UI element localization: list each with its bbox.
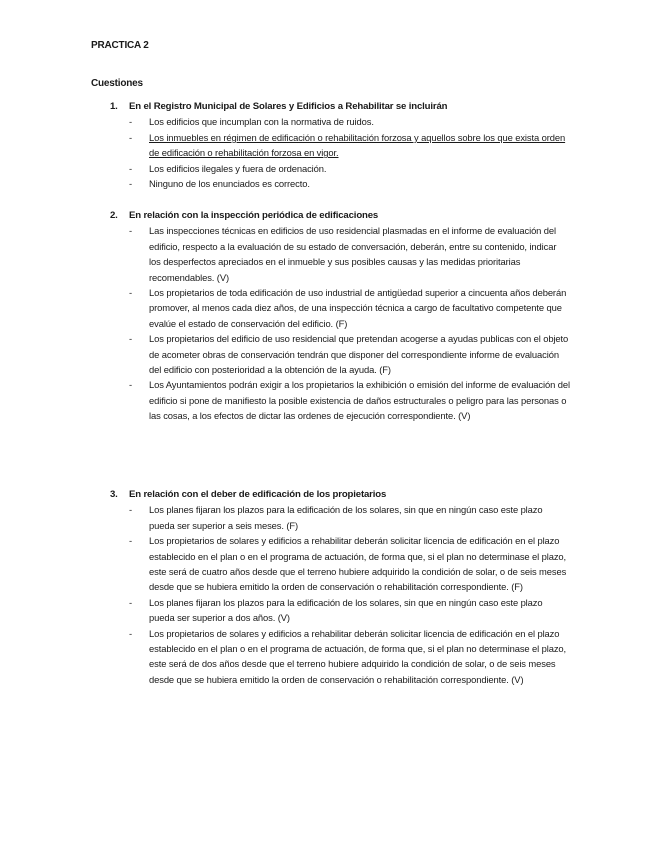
option-list — [110, 223, 570, 423]
option-text: Los propietarios de solares y edificios a rehabilitar deberán solicitar licencia de edificación en el plazo establecido en el plan o en el programa de actuación, de forma que, si el plan no determinase el plazo, este será de cuatro años desde que el terreno hubiere adquirido la condición de solar, o de seis meses desde que se hubiera emitido la orden de conservación o rehabilitación correspondiente. (F) — [149, 535, 567, 593]
dash-bullet: - — [129, 333, 133, 345]
dash-bullet: - — [129, 379, 133, 391]
option-list — [110, 114, 570, 191]
option-text: Las inspecciones técnicas en edificios de uso residencial plasmadas en el informe de evaluación del edificio, respecto a la evaluación de su estado de conversación, deberán, entre su contenido, indicar los desperfectos apreciados en el inmueble y sus posibles causas y las medidas prioritarias recomendables. (V) — [149, 225, 557, 283]
option-text: Los inmuebles en régimen de edificación o rehabilitación forzosa y aquellos sobre los que exista orden de edificación o rehabilitación forzosa en vigor. — [149, 131, 566, 159]
option-list — [110, 502, 570, 687]
dash-bullet: - — [129, 535, 133, 547]
question-text: En el Registro Municipal de Solares y Edificios a Rehabilitar se incluirán — [129, 101, 448, 112]
dash-bullet: - — [129, 627, 133, 639]
option-text: Los propietarios del edificio de uso residencial que pretendan acogerse a ayudas publicas con el objeto de acometer obras de conservación tendrán que disponer del correspondiente informe de evaluación del edificio con posterioridad a la obtención de la ayuda. (F) — [149, 333, 569, 376]
option-text: Ninguno de los enunciados es correcto. — [149, 178, 310, 190]
option-item — [110, 176, 570, 191]
section-heading: Cuestiones — [91, 78, 143, 89]
question-number: 3. — [110, 489, 118, 500]
dash-bullet: - — [129, 225, 133, 237]
dash-bullet: - — [129, 287, 133, 299]
question-text: En relación con el deber de edificación de los propietarios — [129, 489, 387, 500]
option-item — [110, 502, 570, 533]
page-title: PRACTICA 2 — [91, 40, 149, 51]
dash-bullet: - — [129, 131, 133, 143]
option-text: Los planes fijaran los plazos para la edificación de los solares, sin que en ningún caso este plazo pueda ser superior a dos años. (V) — [149, 596, 543, 624]
option-item — [110, 626, 570, 688]
option-item — [110, 114, 570, 129]
question-text: En relación con la inspección periódica de edificaciones — [129, 210, 379, 221]
option-item — [110, 285, 570, 331]
option-item — [110, 377, 570, 423]
question-3 — [110, 487, 570, 687]
option-item — [110, 331, 570, 377]
option-text: Los Ayuntamientos podrán exigir a los propietarios la exhibición o emisión del informe de evaluación del edificio si pone de manifiesto la posible existencia de daños estructurales o peligro para las personas o las cosas, a los efectos de dictar las ordenes de ejecución correspondiente. (V) — [149, 379, 570, 422]
question-heading — [110, 487, 570, 502]
dash-bullet: - — [129, 178, 133, 190]
question-1 — [110, 99, 570, 191]
option-text: Los edificios que incumplan con la normativa de ruidos. — [149, 116, 374, 128]
question-2 — [110, 208, 570, 424]
dash-bullet: - — [129, 596, 133, 608]
question-heading — [110, 99, 570, 114]
option-item-highlighted — [110, 130, 570, 161]
option-text: Los propietarios de solares y edificios a rehabilitar deberán solicitar licencia de edificación en el plazo establecido en el plan o en el programa de actuación, de forma que, si el plan no determinase el plazo, este será de dos años desde que el terreno hubiere adquirido la condición de solar, o de seis meses desde que se hubiera emitido la orden de conservación o rehabilitación correspondiente. (V) — [149, 627, 567, 685]
dash-bullet: - — [129, 504, 133, 516]
question-number: 2. — [110, 210, 118, 221]
option-text: Los planes fijaran los plazos para la edificación de los solares, sin que en ningún caso este plazo pueda ser superior a seis meses. (F) — [149, 504, 543, 531]
question-number: 1. — [110, 101, 118, 112]
option-text: Los propietarios de toda edificación de uso industrial de antigüedad superior a cincuenta años deberán promover, al menos cada diez años, de una inspección técnica a cargo de facultativo competente que evalúe el estado de conservación del edificio. (F) — [149, 287, 567, 329]
dash-bullet: - — [129, 162, 133, 174]
option-item — [110, 533, 570, 595]
option-item — [110, 223, 570, 285]
option-text: Los edificios ilegales y fuera de ordenación. — [149, 162, 327, 174]
question-heading — [110, 208, 570, 223]
option-item — [110, 595, 570, 626]
dash-bullet: - — [129, 116, 133, 128]
option-item — [110, 161, 570, 176]
